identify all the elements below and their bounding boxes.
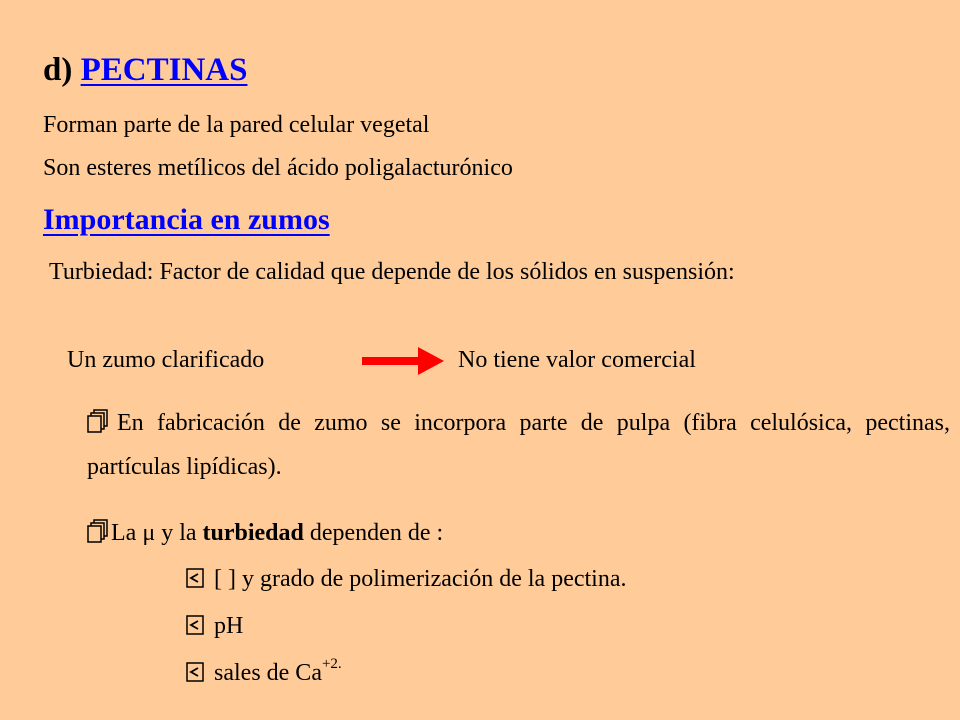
mu-symbol: μ	[142, 520, 156, 546]
slide-title	[43, 52, 247, 89]
bullet-item-2	[87, 519, 443, 547]
box-arrow-icon	[186, 615, 204, 635]
bullet-2-bold: turbiedad	[202, 520, 304, 546]
turbidity-paragraph: Turbiedad: Factor de calidad que depende de los sólidos en suspensión:	[49, 259, 735, 285]
calcium-charge: +2.	[321, 656, 342, 672]
arrow-right-text: No tiene valor comercial	[458, 347, 696, 373]
title-link-pectinas[interactable]: PECTINAS	[80, 52, 248, 88]
sub-item-3-text: sales de Ca	[214, 660, 322, 686]
section-heading: Importancia en zumos	[43, 203, 330, 236]
sub-item-1	[186, 566, 627, 593]
title-prefix: d)	[43, 52, 81, 88]
stacked-pages-icon	[87, 519, 109, 543]
box-arrow-icon	[186, 662, 204, 682]
stacked-pages-icon	[87, 409, 109, 433]
sub-item-2-text: pH	[214, 613, 244, 639]
sub-item-2	[186, 613, 243, 640]
sub-item-1-text: [ ] y grado de polimerización de la pectina.	[214, 566, 627, 592]
bullet-2-mid: y la	[155, 520, 203, 546]
text-line-2: Son esteres metílicos del ácido poligalacturónico	[43, 155, 513, 181]
sub-item-3	[186, 656, 342, 687]
bullet-2-pre: La	[111, 520, 143, 546]
box-arrow-icon	[186, 568, 204, 588]
bullet-2-post: dependen de :	[303, 520, 444, 546]
bullet-1-text: En fabricación de zumo se incorpora parte de pulpa (fibra celulósica, pectinas, partículas lipídicas).	[87, 410, 950, 480]
arrow-left-text: Un zumo clarificado	[67, 347, 265, 373]
bullet-item-1	[87, 401, 950, 489]
right-arrow-icon	[362, 347, 444, 375]
text-line-1: Forman parte de la pared celular vegetal	[43, 112, 430, 138]
